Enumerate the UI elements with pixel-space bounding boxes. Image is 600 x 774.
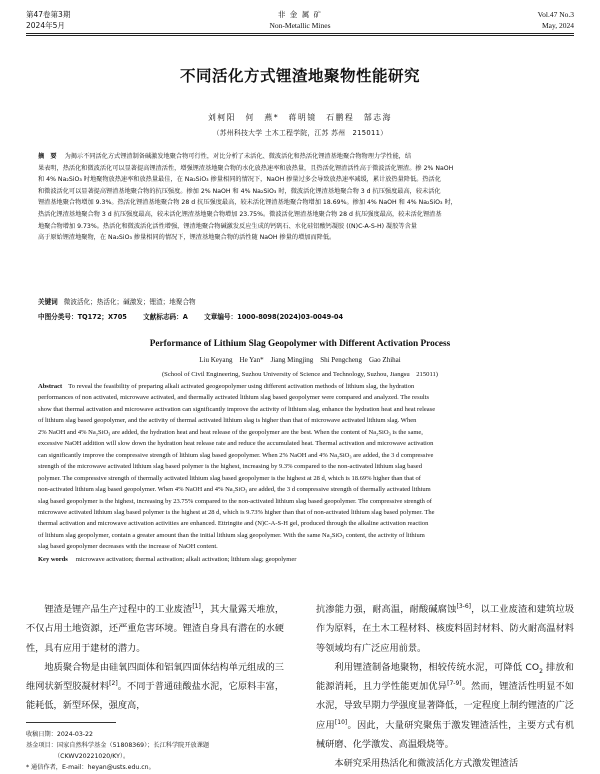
abstract-en-line: excessive NaOH addition will slow down the hydration heat release rate and reduce the accumulated heat. Thermal activation and microwave activation xyxy=(38,440,434,448)
article-title-en: Performance of Lithium Slag Geopolymer with Different Activation Process xyxy=(149,339,451,349)
abstract-cn-line: 地聚合物增加 9.73%。热活化和微波活化活性增强，锂渣地聚合物碱激发反应生成的钙矾石、水化硅铝酸钙凝胶 ((N)C-A-S-H) 凝胶等含量 xyxy=(38,222,417,230)
header-rule xyxy=(26,33,574,34)
received-date: 收稿日期：2024-03-22 xyxy=(26,731,93,738)
abstract-cn-line: 果表明，热活化和微波活化可以显著提高锂渣活性，增强锂渣基地聚合物的水化放热速率和放热量，且热活化锂渣活性高于微波活化锂渣。掺 2% NaOH xyxy=(38,164,454,172)
abstract-en-line: non-activated lithium slag based geopolymer. When 4% NaOH and 4% Na₂SiO₃ are added, the 3 d compressive strength of thermally activated lithium xyxy=(38,486,431,494)
citation: [7-9] xyxy=(447,680,462,688)
body-text: 。不同于普通硅酸盐水泥，它原料丰富，能耗低，新型环保，强度高， xyxy=(26,681,285,712)
header-journal-cn: 非 金 属 矿 xyxy=(277,10,323,19)
abstract-en-line: To reveal the feasibility of preparing alkali activated geogeopolymer using different activation methods of lithium slag, the hydration xyxy=(68,383,415,390)
fund-info: 基金项目：国家自然科学基金（51808369）；长江科学院开放课题 xyxy=(26,742,210,749)
keywords-cn-label: 关键词 xyxy=(38,298,58,306)
abstract-cn-line: 高于原始锂渣地聚物，在 Na₂SiO₃ 掺量相同的情况下，锂渣基地聚合物的活性随 NaOH 掺量的增加而降低。 xyxy=(38,234,336,242)
body-text: 。然而，锂渣活性明显不如水泥，导致早期力学强度显著降低，一定程度上制约锂渣的广泛应用 xyxy=(316,681,575,731)
corresponding-author: * 通信作者，E-mail：heyan@usts.edu.cn。 xyxy=(26,764,155,771)
keywords-en-label: Key words xyxy=(38,555,68,563)
abstract-cn-line: 和微波活化可以显著提高锂渣基地聚合物的抗压强度。掺加 2% NaOH 和 4% Na₂SiO₃ 时，微波活化锂渣基地聚合物 3 d 抗压强度最高，较未活化 xyxy=(38,187,441,195)
abstract-en-line: of lithium slag based geopolymer, and the activity of thermal activated lithium slag is higher than that of microwave activated lithium slag. When xyxy=(38,417,417,425)
abstract-cn-line: 热活化锂渣基地聚合物 3 d 抗压强度最高，较未活化锂渣基地聚合物增加 23.75%。微波活化锂渣基地聚合物 28 d 抗压强度最高，较未活化锂渣基 xyxy=(38,210,442,218)
header-vol-issue-cn: 第47卷第3期 xyxy=(26,10,71,19)
body-paragraph xyxy=(316,600,574,658)
abstract-cn xyxy=(38,151,564,244)
subscript: 2 xyxy=(539,667,543,675)
body-text: ，其大量露天堆放，不仅占用土地资源，还严重危害环境。锂渣自身具有潜在的水硬性，具有应用于建材的潜力。 xyxy=(26,604,285,654)
header-vol-issue-en: Vol.47 No.3 xyxy=(537,10,574,19)
footnote xyxy=(26,729,276,773)
abstract-cn-line: 为揭示不同活化方式锂渣制备碱激发地聚合物可行性，对比分析了未活化、微波活化和热活化锂渣基地聚合物物理力学性能，结 xyxy=(64,153,412,160)
body-text: 。因此，大量研究聚焦于激发锂渣活性，主要方式有机械研磨、化学激发、高温煅烧等。 xyxy=(316,719,575,751)
article-title-cn: 不同活化方式锂渣地聚物性能研究 xyxy=(179,67,420,85)
citation: [2] xyxy=(109,680,118,688)
abstract-en xyxy=(38,381,564,565)
article-no-label: 文章编号： xyxy=(204,313,238,321)
abstract-en-line: show that thermal activation and microwave activation can significantly improve the activity of lithium slag, enhance the hydration heat and heat release xyxy=(38,405,436,413)
body-column-left xyxy=(26,600,284,716)
body-text: 锂渣是锂产品生产过程中的工业废渣 xyxy=(44,604,193,615)
body-text: 排放和能源消耗，且力学性能更加优异 xyxy=(316,661,574,693)
body-paragraph xyxy=(26,600,284,658)
authors-en: Liu Keyang He Yan* Jiang Mingjing Shi Pengcheng Gao Zhihai xyxy=(199,356,401,364)
body-text: 抗渗能力强，耐高温，耐酸碱腐蚀 xyxy=(316,604,457,615)
fund-info-cont: （CKWV20221020/KY）。 xyxy=(54,753,130,760)
article-no-value: 1000-8098(2024)03-0049-04 xyxy=(237,313,344,321)
body-text: 地质聚合物是由硅氧四面体和铝氧四面体结构单元组成的三维网状新型胶凝材料 xyxy=(26,661,284,693)
doc-code-value: A xyxy=(182,313,188,321)
doc-code-label: 文献标志码： xyxy=(143,313,183,321)
body-paragraph xyxy=(26,658,284,716)
clc-label: 中图分类号： xyxy=(38,313,78,321)
authors-cn: 刘柯阳 何 燕* 蒋明镜 石鹏程 郜志海 xyxy=(207,113,393,122)
abstract-en-line: polymer. The compressive strength of thermally activated lithium slag based geopolymer is the highest at 28 d, which is 18.69% higher than that of xyxy=(38,474,421,482)
abstract-en-line: 2% NaOH and 4% Na₂SiO₃ are added, the hydration heat and heat release of the geopolymer are the best. When the content of Na₂SiO₃ is the same, xyxy=(38,428,423,436)
header-journal-en: Non-Metallic Mines xyxy=(269,21,331,30)
affiliation-cn: （苏州科技大学 土木工程学院，江苏 苏州 215011） xyxy=(212,129,388,137)
body-text: ，以工业废渣和建筑垃圾作为原料，在土木工程材料、核废料固封材料、防火耐高温材料等领域均有广泛应用前景。 xyxy=(316,604,575,654)
abstract-en-line: thermal activation and microwave activation activities are enhanced. Ettringite and (N)C-A-S-H gel, produced through the alkaline activation reaction xyxy=(38,520,429,528)
citation: [1] xyxy=(192,602,201,610)
header-rule-2 xyxy=(26,35,574,36)
abstract-en-line: slag based geopolymer decreases with the increase of NaOH content. xyxy=(38,543,218,551)
abstract-cn-line: 锂渣基地聚合物增加 9.3%。热活化锂渣基地聚合物 28 d 抗压强度最高，较未活化锂渣基地聚合物增加 18.69%。掺加 4% NaOH 和 4% Na₂SiO₃ 时， xyxy=(38,199,457,207)
abstract-en-line: of lithium slag geopolymer, contain a greater amount than the initial lithium slag geopolymer. With the same Na₂SiO₃ content, the activity of lithium xyxy=(38,531,425,539)
footnote-rule xyxy=(26,722,116,723)
abstract-en-line: can significantly improve the compressive strength of lithium slag based geopolymer. When 2% NaOH and 4% Na₂SiO₃ are added, the 3 d compressive xyxy=(38,451,434,459)
body-paragraph xyxy=(316,658,574,754)
body-paragraph: 本研究采用热活化和微波活化方式激发锂渣活 xyxy=(334,758,519,770)
keywords-en-value: microwave activation; thermal activation; alkali activation; lithium slag; geopolymer xyxy=(75,555,297,563)
citation: [3-6] xyxy=(456,602,471,610)
abstract-en-line: strength of the microwave activated lithium slag based polymer is the highest, increasing by 9.3% compared to the non-activated lithium slag based xyxy=(38,463,422,471)
citation: [10] xyxy=(334,718,348,726)
clc-value: TQ172；X705 xyxy=(77,313,127,321)
body-column-right xyxy=(316,600,574,774)
header-date-en: May, 2024 xyxy=(541,21,574,30)
affiliation-en: (School of Civil Engineering, Suzhou University of Science and Technology, Suzhou, Jiangsu 215011) xyxy=(161,371,438,378)
classification-line xyxy=(38,311,564,321)
abstract-en-line: performances of non activated, microwave activated, and thermally activated lithium slag based geopolymer were compared and analyzed. The results xyxy=(38,394,429,402)
abstract-cn-label: 摘 要 xyxy=(38,153,57,160)
abstract-en-label: Abstract xyxy=(38,383,63,390)
header-date-cn: 2024年5月 xyxy=(26,21,65,30)
abstract-en-line: slag based geopolymer is the highest, increasing by 23.75% compared to the non-activated lithium slag based geopolymer. The compressive strength of xyxy=(38,497,432,505)
abstract-en-line: microwave activated lithium slag based polymer is the highest at 28 d, which is 9.73% higher than that of non-activated lithium slag based polymer. The xyxy=(38,508,435,516)
abstract-cn-line: 和 4% Na₂SiO₃ 时地聚物放热速率和放热量最佳，在 Na₂SiO₃ 掺量相同的情况下，NaOH 掺量过多会导致放热速率减缓，累计放热量降低。热活化 xyxy=(38,176,441,184)
keywords-cn xyxy=(38,296,564,306)
keywords-cn-value: 微波活化；热活化；碱激发；锂渣；地聚合物 xyxy=(63,298,196,306)
body-text: 利用锂渣制备地聚物，相较传统水泥，可降低 CO xyxy=(334,661,540,673)
